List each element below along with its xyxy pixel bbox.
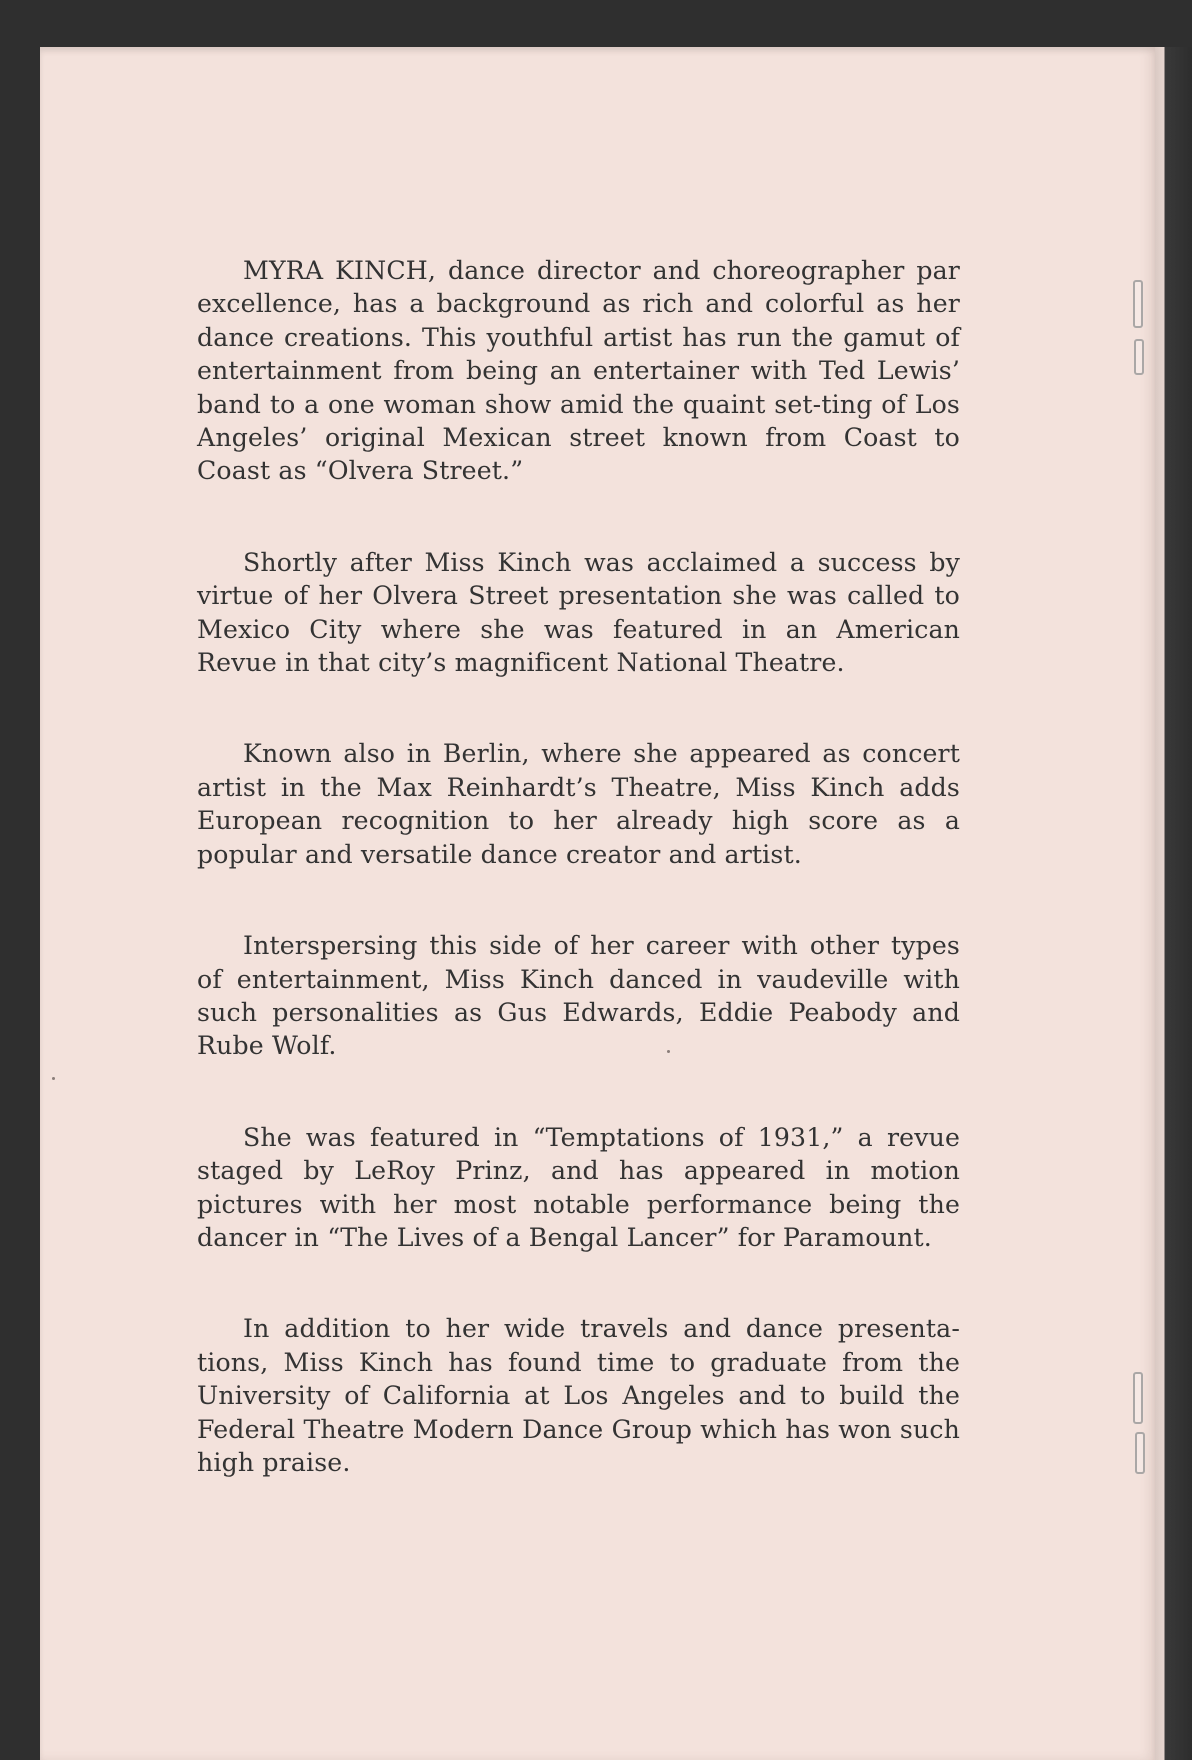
paragraph-2: Shortly after Miss Kinch was acclaimed a success by virtue of her Olvera Street presentation she was called to Mexico City where she was featured in an American Revue in that city’s magnificent National Theatre.	[197, 547, 960, 678]
staple-bottom-outer	[1133, 1372, 1143, 1424]
paragraph-6: In addition to her wide travels and dance presenta-tions, Miss Kinch has found time to graduate from the University of California at Los Angeles and to build the Federal Theatre Modern Dance Group which has won such high praise.	[197, 1314, 960, 1477]
staple-bottom-inner	[1135, 1432, 1145, 1474]
paragraph-1: MYRA KINCH, dance director and choreographer par excellence, has a background as rich and colorful as her dance creations. This youthful artist has run the gamut of entertainment from being an entertainer with Ted Lewis’ band to a one woman show amid the quaint set-ting of Los Angeles’ original Mexican street known from Coast to Coast as “Olvera Street.”	[197, 256, 960, 486]
staple-top-inner	[1134, 339, 1144, 375]
paragraph-3: Known also in Berlin, where she appeared as concert artist in the Max Reinhardt’s Theatre, Miss Kinch adds European recognition to her already high score as a popular and versatile dance creator and artist.	[197, 739, 960, 869]
binding-edge	[1155, 47, 1192, 1760]
staple-top-outer	[1133, 280, 1143, 328]
paper-speck	[52, 1077, 55, 1080]
paragraph-5: She was featured in “Temptations of 1931,” a revue staged by LeRoy Prinz, and has appeared in motion pictures with her most notable performance being the dancer in “The Lives of a Bengal Lancer” for Paramount.	[197, 1122, 960, 1252]
paragraph-4: Interspersing this side of her career with other types of entertainment, Miss Kinch danced in vaudeville with such personalities as Gus Edwards, Eddie Peabody and Rube Wolf.	[197, 931, 960, 1061]
body-text	[197, 254, 960, 1479]
